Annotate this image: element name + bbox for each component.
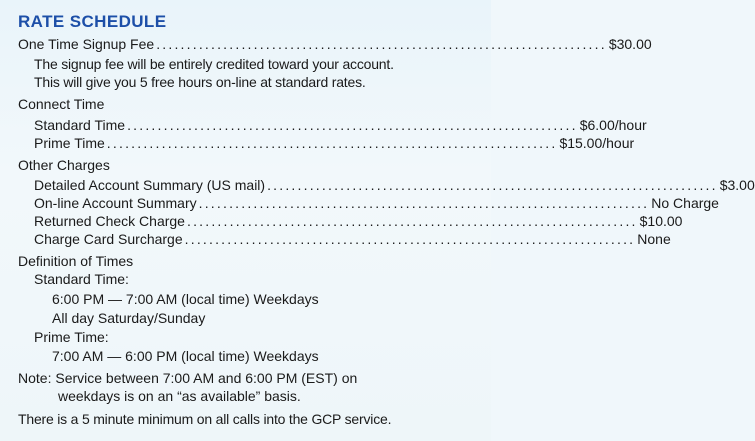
connect-time-label: Prime Time <box>34 135 105 151</box>
connect-time-row <box>34 134 635 152</box>
connect-time-heading: Connect Time <box>18 96 105 112</box>
connect-time-row <box>34 116 647 134</box>
leader-dots: .......................................................................... <box>156 36 607 52</box>
definition-heading: Definition of Times <box>18 253 134 269</box>
standard-time-heading: Standard Time: <box>34 271 129 287</box>
other-charge-price: $3.00 <box>719 177 755 193</box>
leader-dots: .......................................................................... <box>198 195 650 211</box>
other-charge-price: No Charge <box>651 195 719 211</box>
signup-fee-label: One Time Signup Fee <box>18 36 155 52</box>
other-charge-price: None <box>637 231 671 247</box>
footer-note: There is a 5 minute minimum on all calls into the GCP service. <box>18 411 392 427</box>
signup-note-line1: The signup fee will be entirely credited toward your account. <box>34 56 394 72</box>
signup-fee-price: $30.00 <box>608 36 652 52</box>
other-charge-row <box>34 194 719 212</box>
signup-note-line2: This will give you 5 free hours on-line at standard rates. <box>34 74 366 90</box>
standard-time-line1: 6:00 PM — 7:00 AM (local time) Weekdays <box>52 291 319 307</box>
other-charge-label: On-line Account Summary <box>34 195 197 211</box>
leader-dots: .......................................................................... <box>186 213 638 229</box>
connect-time-price: $15.00/hour <box>559 135 635 151</box>
other-charge-row <box>34 212 683 230</box>
other-charges-heading: Other Charges <box>18 157 110 173</box>
connect-time-label: Standard Time <box>34 117 126 133</box>
other-charge-row <box>34 230 671 248</box>
other-charge-row <box>34 176 755 194</box>
leader-dots: .......................................................................... <box>267 177 718 193</box>
other-charge-label: Returned Check Charge <box>34 213 185 229</box>
other-charge-label: Detailed Account Summary (US mail) <box>34 177 266 193</box>
prime-time-heading: Prime Time: <box>34 329 109 345</box>
other-charge-price: $10.00 <box>639 213 683 229</box>
note-line2: weekdays is on an “as available” basis. <box>58 388 301 404</box>
note-line1: Note: Service between 7:00 AM and 6:00 PM (EST) on <box>18 370 358 386</box>
page-title: RATE SCHEDULE <box>18 12 167 31</box>
connect-time-price: $6.00/hour <box>579 117 647 133</box>
leader-dots: .......................................................................... <box>184 231 636 247</box>
leader-dots: .......................................................................... <box>127 117 578 133</box>
other-charge-label: Charge Card Surcharge <box>34 231 183 247</box>
prime-time-line1: 7:00 AM — 6:00 PM (local time) Weekdays <box>52 348 319 364</box>
leader-dots: .......................................................................... <box>106 135 558 151</box>
signup-fee-row <box>18 35 652 53</box>
standard-time-line2: All day Saturday/Sunday <box>52 310 206 326</box>
